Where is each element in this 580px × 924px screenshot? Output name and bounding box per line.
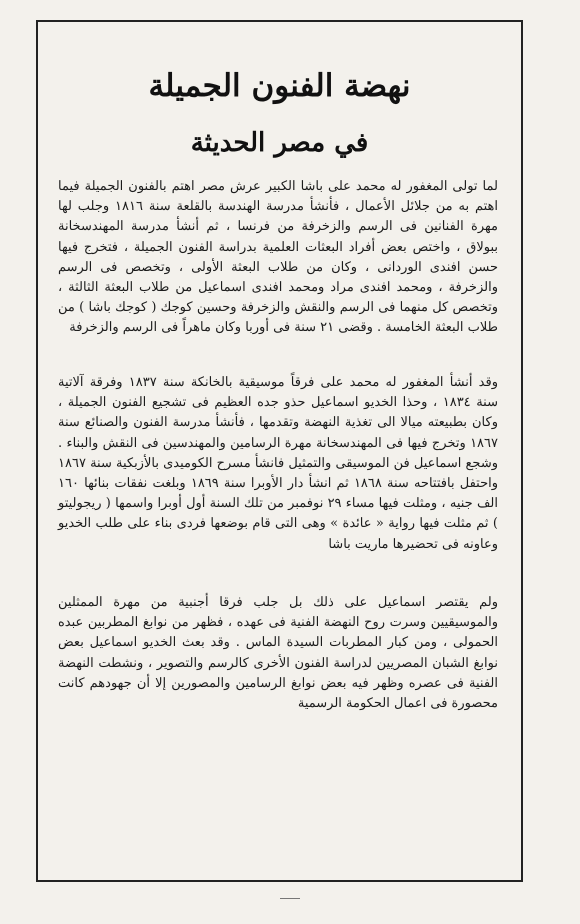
page-subtitle: في مصر الحديثة bbox=[190, 128, 369, 158]
paragraph-3: ولم يقتصر اسماعيل على ذلك بل جلب فرقا أجنبية من مهرة الممثلين والموسيقيين وسرت روح النهضة الفنية فى عهده ، فظهر من نوابغ المطربين عبده الحمولى ، ومن كبار المطربات السيدة الماس . وقد بعث الخديو اسماعيل بعض نوابغ الشبان المصريين لدراسة الفنون الأخرى كالرسم والتصوير ، ونشطت النهضة الفنية فى عصره وظهر فيه بعض نوابغ الرسامين والمصورين إلا أن جهودهم كانت محصورة فى اعمال الحكومة الرسمية bbox=[58, 595, 498, 712]
paragraph-1: لما تولى المغفور له محمد على باشا الكبير عرش مصر اهتم بالفنون الجميلة فيما اهتم به من جلائل الأعمال ، فأنشأ مدرسة الهندسة بالقلعة سنة ١٨١٦ وجلب لها مهرة الفنانين فى الرسم والزخرفة من فرنسا ، ثم أنشأ مدرسة المهندسخانة ببولاق ، واختص بعض أفراد البعثات العلمية بدراسة الفنون الجميلة ، فتخرج فيها حسن افندى الوردانى ، وكان من طلاب البعثة الأولى ، وتخصص فى الرسم والزخرفة ، ومحمد افندى مراد ومحمد افندى اسماعيل من طلاب البعثة الثالثة ، وتخصص كل منهما فى الرسم والنقش والزخرفة وحسين كوجك ( كوجك باشا ) من طلاب البعثة الخامسة . وقضى ٢١ سنة فى أوربا وكان ماهراً فى الرسم والزخرفة bbox=[58, 179, 498, 336]
footer-mark bbox=[280, 898, 300, 904]
paragraph-2: وقد أنشأ المغفور له محمد على فرقاً موسيقية بالخانكة سنة ١٨٣٧ وفرقة آلاتية سنة ١٨٣٤ ، وحذا الخديو اسماعيل حذو جده العظيم فى تشجيع الفنون الجميلة ، وكان بطبيعته ميالا الى تغذية النهضة وتقدمها ، فأنشأ مدرسة الفنون والصنائع سنة ١٨٦٧ وتخرج فيها فى المهندسخانة مهرة الرسامين والمهندسين فى النقش والبناء . وشجع اسماعيل فن الموسيقى والتمثيل فانشأ مسرح الكوميدى بالأزبكية سنة ١٨٦٧ واحتفل بافتتاحه سنة ١٨٦٨ ثم انشأ دار الأوبرا سنة ١٨٦٩ وبلغت نفقات بنائها ١٦٠ الف جنيه ، ومثلت فيها مساء ٢٩ نوفمبر من تلك السنة أول أوبرا واسمها ( ريجوليتو ) ثم مثلت فيها رواية « عائدة » وهى التى قام بوضعها فردى بناء على طلب الخديو وعاونه فى تحضيرها ماريت باشا bbox=[58, 375, 499, 552]
page-title: نهضة الفنون الجميلة bbox=[148, 68, 411, 104]
